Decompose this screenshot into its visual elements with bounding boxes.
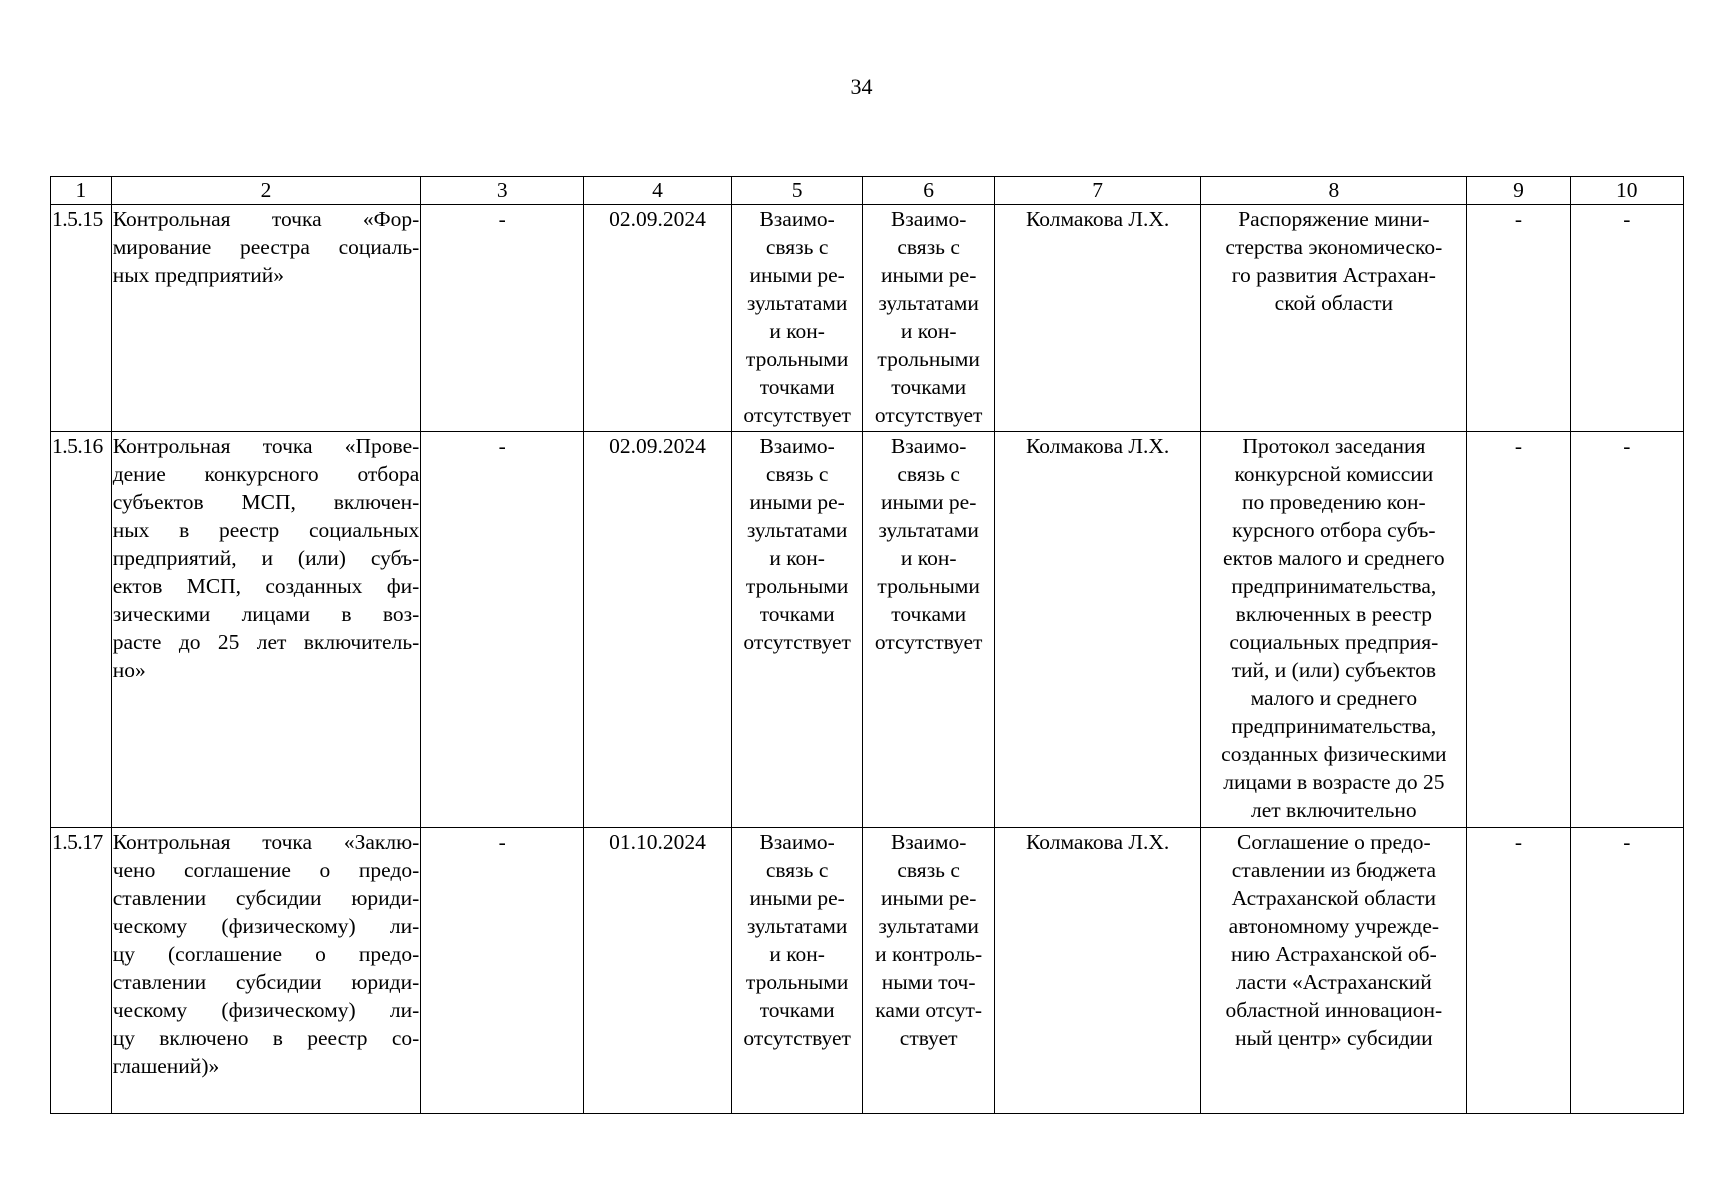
name-line: ных в реестр социальных: [112, 518, 420, 542]
table-row: [51, 432, 1684, 828]
cell-line: Взаимо-: [759, 207, 835, 231]
col10-value: -: [1570, 432, 1683, 828]
cell-line: Взаимо-: [759, 434, 835, 458]
date-value: 02.09.2024: [584, 432, 732, 828]
cell-line: предпринимательства,: [1231, 714, 1437, 738]
row-number: 1.5.15: [51, 205, 112, 432]
relationship-cell: [863, 828, 995, 1114]
header-cell-5: 5: [731, 177, 863, 205]
table-row: [51, 205, 1684, 432]
cell-line: отсутствует: [743, 630, 851, 654]
name-line: Контрольная точка «Прове-: [112, 434, 420, 458]
cell-line: точками: [759, 602, 835, 626]
name-line: ектов МСП, созданных фи-: [112, 574, 420, 598]
cell-line: ками отсут-: [875, 998, 983, 1022]
page-number: 34: [850, 74, 873, 99]
cell-line: отсутствует: [743, 403, 851, 427]
cell-line: Астраханской области: [1231, 886, 1437, 910]
cell-line: трольными: [877, 574, 980, 598]
cell-line: ской области: [1274, 291, 1394, 315]
header-cell-3: 3: [421, 177, 584, 205]
cell-line: Протокол заседания: [1242, 434, 1426, 458]
cell-line: конкурсной комиссии: [1234, 462, 1434, 486]
document-cell: [1201, 828, 1467, 1114]
name-line: ставлении субсидии юриди-: [112, 970, 420, 994]
col3-value: -: [421, 828, 584, 1114]
cell-line: зультатами: [878, 914, 979, 938]
date-value: 02.09.2024: [584, 205, 732, 432]
cell-line: зультатами: [746, 518, 848, 542]
cell-line: по проведению кон-: [1242, 490, 1426, 514]
cell-line: и кон-: [769, 942, 825, 966]
cell-line: трольными: [745, 347, 849, 371]
header-cell-2: 2: [111, 177, 421, 205]
name-line: Контрольная точка «Фор-: [112, 207, 420, 231]
cell-line: Взаимо-: [890, 207, 967, 231]
cell-line: ставлении из бюджета: [1231, 858, 1437, 882]
cell-line: Взаимо-: [759, 830, 835, 854]
col9-value: -: [1467, 828, 1570, 1114]
cell-line: Взаимо-: [890, 830, 967, 854]
cell-line: и кон-: [900, 319, 957, 343]
header-cell-9: 9: [1467, 177, 1570, 205]
relationship-cell: [731, 432, 863, 828]
name-line: зическими лицами в воз-: [112, 602, 420, 626]
cell-line: связь с: [765, 858, 829, 882]
header-row: [51, 177, 1684, 205]
control-point-name: [111, 828, 421, 1114]
relationship-cell: [863, 432, 995, 828]
cell-line: малого и среднего: [1250, 686, 1418, 710]
cell-line: иными ре-: [749, 490, 845, 514]
cell-line: лет включительно: [1251, 798, 1417, 822]
name-line: расте до 25 лет включитель-: [112, 630, 420, 654]
header-cell-7: 7: [994, 177, 1200, 205]
cell-line: Распоряжение мини-: [1238, 207, 1430, 231]
control-points-table: [50, 176, 1684, 1114]
responsible-person: Колмакова Л.Х.: [994, 828, 1200, 1114]
cell-line: социальных предприя-: [1229, 630, 1439, 654]
cell-line: и контроль-: [875, 942, 983, 966]
header-cell-8: 8: [1201, 177, 1467, 205]
document-cell: [1201, 432, 1467, 828]
cell-line: иными ре-: [749, 263, 845, 287]
cell-line: включенных в реестр: [1235, 602, 1433, 626]
name-line: дение конкурсного отбора: [112, 462, 420, 486]
cell-line: Взаимо-: [890, 434, 967, 458]
cell-line: ствует: [899, 1026, 958, 1050]
col10-value: -: [1570, 828, 1683, 1114]
cell-line: точками: [759, 998, 835, 1022]
name-line: Контрольная точка «Заклю-: [112, 830, 420, 854]
cell-line: ектов малого и среднего: [1223, 546, 1445, 570]
cell-line: отсутствует: [874, 403, 983, 427]
cell-line: отсутствует: [743, 1026, 851, 1050]
cell-line: предпринимательства,: [1231, 574, 1437, 598]
header-cell-6: 6: [863, 177, 995, 205]
cell-line: трольными: [745, 574, 849, 598]
cell-line: зультатами: [878, 518, 979, 542]
cell-line: ный центр» субсидии: [1235, 1026, 1433, 1050]
relationship-cell: [731, 205, 863, 432]
cell-line: связь с: [765, 462, 829, 486]
row-number: 1.5.17: [51, 828, 112, 1114]
cell-line: связь с: [765, 235, 829, 259]
name-line: чено соглашение о предо-: [112, 858, 420, 882]
relationship-cell: [863, 205, 995, 432]
cell-line: и кон-: [769, 546, 825, 570]
cell-line: трольными: [745, 970, 849, 994]
cell-line: тий, и (или) субъектов: [1231, 658, 1437, 682]
cell-line: иными ре-: [880, 886, 977, 910]
responsible-person: Колмакова Л.Х.: [994, 205, 1200, 432]
control-point-name: [111, 205, 421, 432]
cell-line: иными ре-: [880, 263, 977, 287]
header-cell-4: 4: [584, 177, 732, 205]
header-cell-1: 1: [51, 177, 112, 205]
cell-line: связь с: [897, 858, 960, 882]
cell-line: связь с: [897, 235, 960, 259]
cell-line: трольными: [877, 347, 980, 371]
col9-value: -: [1467, 205, 1570, 432]
document-cell: [1201, 205, 1467, 432]
name-line: ческому (физическому) ли-: [112, 998, 420, 1022]
col3-value: -: [421, 432, 584, 828]
name-line: ных предприятий»: [112, 263, 285, 287]
relationship-cell: [731, 828, 863, 1114]
name-line: цу (соглашение о предо-: [112, 942, 420, 966]
cell-line: созданных физическими: [1221, 742, 1447, 766]
cell-line: областной инновацион-: [1225, 998, 1443, 1022]
cell-line: иными ре-: [880, 490, 977, 514]
cell-line: иными ре-: [749, 886, 845, 910]
cell-line: автономному учрежде-: [1228, 914, 1440, 938]
col9-value: -: [1467, 432, 1570, 828]
cell-line: отсутствует: [874, 630, 983, 654]
col3-value: -: [421, 205, 584, 432]
date-value: 01.10.2024: [584, 828, 732, 1114]
name-line: цу включено в реестр со-: [112, 1026, 420, 1050]
row-number: 1.5.16: [51, 432, 112, 828]
name-line: субъектов МСП, включен-: [112, 490, 420, 514]
cell-line: связь с: [897, 462, 960, 486]
cell-line: зультатами: [746, 291, 848, 315]
cell-line: точками: [759, 375, 835, 399]
cell-line: зультатами: [746, 914, 848, 938]
name-line: мирование реестра социаль-: [112, 235, 420, 259]
header-cell-10: 10: [1570, 177, 1683, 205]
name-line: глашений)»: [112, 1054, 220, 1078]
cell-line: курсного отбора субъ-: [1232, 518, 1436, 542]
col10-value: -: [1570, 205, 1683, 432]
name-line: ставлении субсидии юриди-: [112, 886, 420, 910]
cell-line: ными точ-: [881, 970, 976, 994]
cell-line: лицами в возрасте до 25: [1223, 770, 1445, 794]
cell-line: точками: [891, 375, 967, 399]
control-point-name: [111, 432, 421, 828]
cell-line: точками: [891, 602, 967, 626]
cell-line: стерства экономическо-: [1225, 235, 1443, 259]
responsible-person: Колмакова Л.Х.: [994, 432, 1200, 828]
cell-line: нию Астраханской об-: [1230, 942, 1437, 966]
name-line: но»: [112, 658, 146, 682]
cell-line: Соглашение о предо-: [1237, 830, 1431, 854]
cell-line: го развития Астрахан-: [1231, 263, 1436, 287]
table-row: [51, 828, 1684, 1114]
cell-line: ласти «Астраханский: [1235, 970, 1432, 994]
name-line: предприятий, и (или) субъ-: [112, 546, 420, 570]
name-line: ческому (физическому) ли-: [112, 914, 420, 938]
cell-line: зультатами: [878, 291, 979, 315]
cell-line: и кон-: [769, 319, 825, 343]
cell-line: и кон-: [900, 546, 957, 570]
